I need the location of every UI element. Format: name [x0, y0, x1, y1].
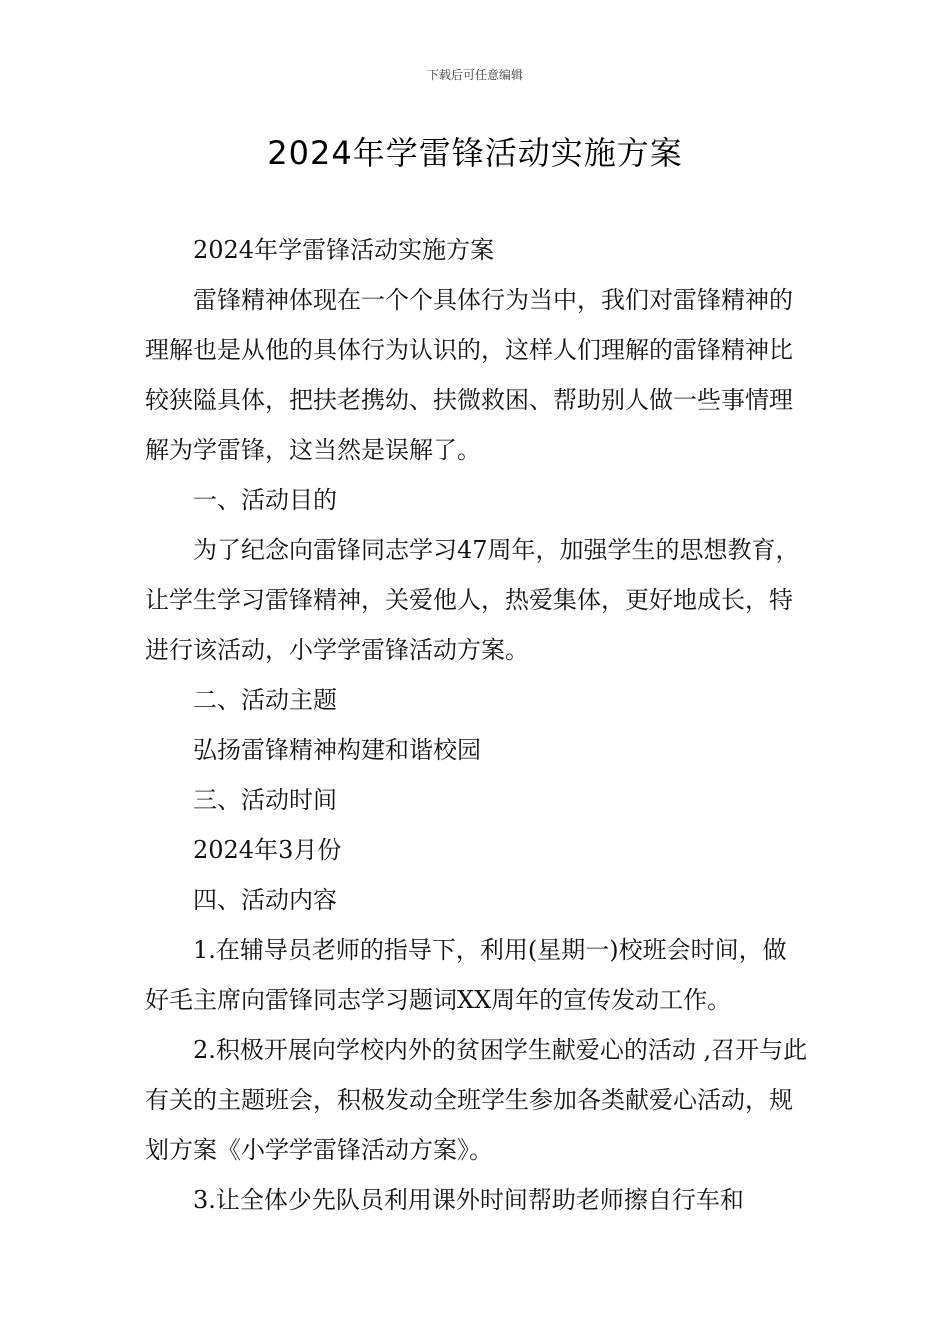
section-heading-purpose: 一、活动目的 — [193, 486, 337, 514]
section-heading-theme: 二、活动主题 — [193, 686, 337, 714]
section-heading-content: 四、活动内容 — [193, 886, 337, 914]
header-note: 下载后可任意编辑 — [426, 68, 523, 82]
list-item-2: 2.积极开展向学校内外的贫困学生献爱心的活动 ,召开与此有关的主题班会，积极发动全班学生参加各类献爱心活动，规划方案《小学学雷锋活动方案》。 — [145, 1036, 808, 1164]
list-item-1: 1.在辅导员老师的指导下，利用(星期一)校班会时间，做好毛主席向雷锋同志学习题词XX周年的宣传发动工作。 — [145, 936, 787, 1014]
paragraph-subtitle: 2024年学雷锋活动实施方案 — [193, 236, 495, 264]
list-item-3: 3.让全体少先队员利用课外时间帮助老师擦自行车和 — [193, 1186, 744, 1214]
paragraph-theme: 弘扬雷锋精神构建和谐校园 — [193, 736, 481, 764]
document-body — [145, 225, 810, 1225]
paragraph-purpose: 为了纪念向雷锋同志学习47周年，加强学生的思想教育，让学生学习雷锋精神，关爱他人，热爱集体，更好地成长，特进行该活动，小学学雷锋活动方案。 — [145, 536, 800, 664]
paragraph-time: 2024年3月份 — [193, 836, 342, 864]
paragraph-intro: 雷锋精神体现在一个个具体行为当中，我们对雷锋精神的理解也是从他的具体行为认识的，这样人们理解的雷锋精神比较狭隘具体，把扶老携幼、扶微救困、帮助别人做一些事情理解为学雷锋，这当然是误解了。 — [145, 286, 793, 464]
document-title: 2024年学雷锋活动实施方案 — [267, 134, 683, 172]
section-heading-time: 三、活动时间 — [193, 786, 337, 814]
